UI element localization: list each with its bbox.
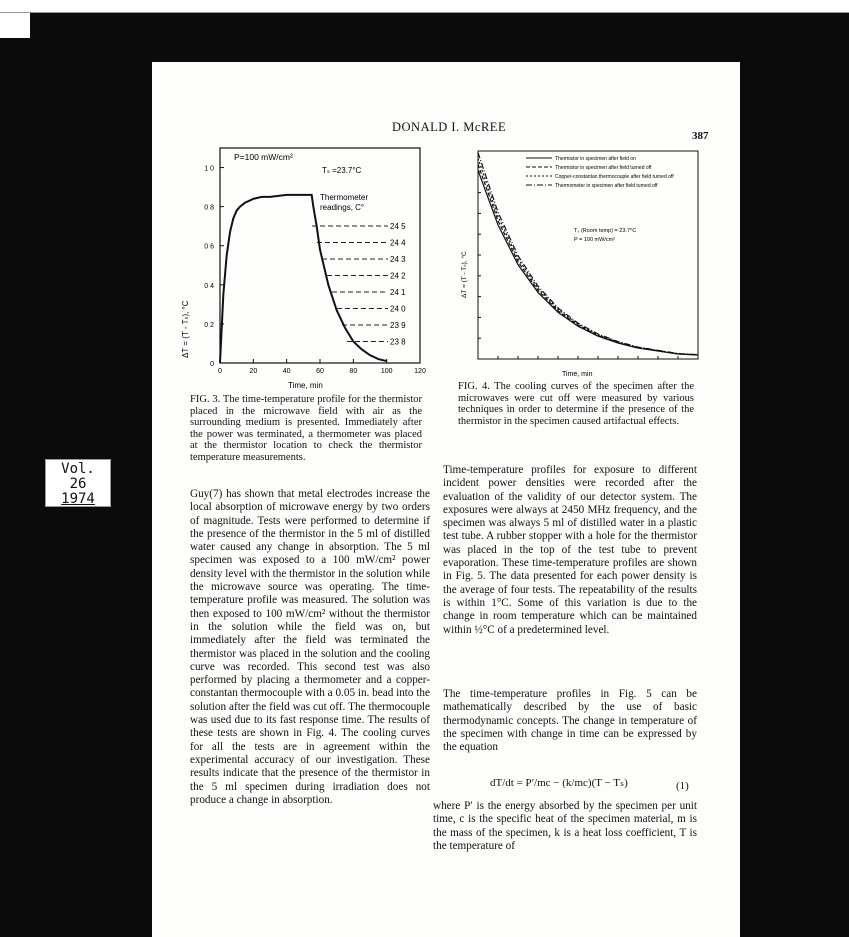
fig3-temp-label: Tₛ =23.7°C [322, 166, 362, 175]
fig4-legend-label: Thermistor in specimen after field on [555, 156, 636, 162]
volume-stamp-line1: Vol. [61, 461, 95, 477]
fig3-reading-label: 23 9 [390, 321, 406, 330]
fig3-thermometer-title: Thermometer [320, 193, 369, 202]
fig4-annotation-2: P = 100 mW/cm² [574, 237, 616, 243]
fig3-y-tick-label: 0 2 [204, 321, 214, 329]
fig4-xlabel: Time, min [562, 371, 593, 378]
fig3-ylabel: ΔT = (T - Tₛ), °C [181, 300, 190, 358]
figure-3-caption: FIG. 3. The time-temperature profile for the thermistor placed in the microwave field with air as the surrounding medium is presented. Immediately after the power was terminated, a thermometer was placed at the thermistor location to check the thermistor temperature measurements. [190, 394, 422, 463]
fig3-x-tick-label: 60 [316, 368, 324, 375]
figure-4-chart [452, 148, 708, 380]
fig3-y-tick-label: 0 8 [204, 204, 214, 212]
scan-dark-border-right [740, 38, 849, 937]
fig3-x-tick-label: 20 [249, 368, 258, 375]
equation-1: dT/dt = P′/mc − (k/mc)(T − Tₛ) [490, 777, 628, 789]
fig3-x-tick-label: 40 [282, 368, 291, 375]
fig4-legend-label: Copper-constantan thermocouple after field turned off [555, 174, 674, 180]
scan-dark-border-top [30, 12, 849, 62]
fig3-y-tick-label: 0 [210, 361, 214, 368]
running-head-author: DONALD I. McREE [392, 120, 507, 134]
fig4-legend-label: Thermometer in specimen after field turned off [555, 183, 658, 189]
fig4-curve-1 [478, 170, 698, 355]
fig3-reading-label: 24 2 [390, 271, 406, 281]
scan-top-strip [0, 0, 849, 13]
fig3-reading-label: 24 1 [390, 288, 406, 297]
fig3-y-tick-label: 0 4 [204, 282, 214, 290]
fig3-reading-label: 24 5 [390, 222, 406, 231]
fig3-x-tick-label: 80 [349, 368, 358, 375]
fig3-power-label: P=100 mW/cm² [234, 152, 293, 162]
fig3-curve [220, 195, 387, 363]
fig3-thermometer-subtitle: readings, C° [320, 203, 365, 212]
left-column-paragraph: Guy(7) has shown that metal electrodes increase the local absorption of microwave energy by two orders of magnitude. Tests were performed to determine if the presence of the thermistor in the 5 ml of distilled water caused any change in absorption. The 5 ml specimen was exposed to a 100 mW/cm² power density level with the thermistor in the solution while the microwave source was operating. The time-temperature profile was measured. The solution was then exposed to 100 mW/cm² without the thermistor in the solution while the field was on, but immediately after the field was terminated the thermistor was placed in the solution and the cooling curve was recorded. This second test was also performed by placing a thermometer and a copper-constantan thermocouple with a 0.05 in. bead into the solution after the field was cut off. The thermocouple was used due to its fast response time. The results of these tests are shown in Fig. 4. The cooling curves for all the tests are in agreement within the experimental accuracy of our investigation. These results indicate that the presence of the thermistor in the 5 ml specimen during irradiation does not produce a change in absorption. [190, 488, 430, 806]
right-column-paragraph-3: where P′ is the energy absorbed by the specimen per unit time, c is the specific heat of the specimen material, m is the mass of the specimen, k is a heat loss coefficient, T is the temperature of [433, 800, 697, 852]
fig3-xlabel: Time, min [288, 381, 323, 390]
fig4-legend-label: Thermistor in specimen after field turned off [555, 165, 652, 171]
fig3-y-tick-label: 1 0 [204, 165, 214, 173]
fig3-reading-label: 24 4 [390, 238, 406, 248]
figure-4 [452, 148, 708, 380]
fig3-reading-label: 24 3 [390, 255, 406, 264]
fig3-x-tick-label: 120 [414, 368, 426, 375]
figure-4-caption: FIG. 4. The cooling curves of the specimen after the microwaves were cut off were measured by various techniques in order to determine if the presence of the thermistor in the specimen caused artifactual effects. [458, 381, 694, 427]
right-column-paragraph-2: The time-temperature profiles in Fig. 5 can be mathematically described by the use of basic thermodynamic concepts. The change in temperature of the specimen with change in time can be expressed by the equation [443, 688, 697, 754]
page-number: 387 [692, 130, 709, 142]
fig3-x-tick-label: 100 [380, 368, 393, 375]
fig3-y-tick-label: 0 6 [204, 243, 214, 251]
fig4-ylabel: ΔT = (T - Tₛ), °C [461, 251, 468, 298]
equation-1-number: (1) [676, 780, 689, 792]
fig3-x-tick-label: 0 [218, 368, 222, 375]
fig4-curve-2 [478, 164, 698, 355]
figure-3-chart [170, 143, 432, 391]
volume-stamp-line2: 26 [69, 476, 87, 492]
fig4-annotation-1: Tₛ (Room temp) = 23.7°C [574, 228, 637, 234]
fig3-reading-label: 23 8 [390, 337, 406, 347]
fig3-reading-label: 24 0 [390, 304, 406, 314]
figure-3 [170, 143, 432, 391]
volume-stamp-line3: 1974 [61, 491, 95, 507]
volume-stamp [45, 459, 111, 507]
right-column-paragraph-1: Time-temperature profiles for exposure to different incident power densities were recorded after the evaluation of the validity of our detector system. The exposures were always at 2450 MHz frequency, and the specimen was always 5 ml of distilled water in a plastic test tube. A rubber stopper with a hole for the thermistor was placed in the top of the test tube to prevent evaporation. These time-temperature profiles are shown in Fig. 5. The data presented for each power density is the average of four tests. The repeatability of the results is within 1°C. Some of this variation is due to the change in room temperature which can be maintained within ½°C of a predetermined level. [443, 464, 697, 636]
